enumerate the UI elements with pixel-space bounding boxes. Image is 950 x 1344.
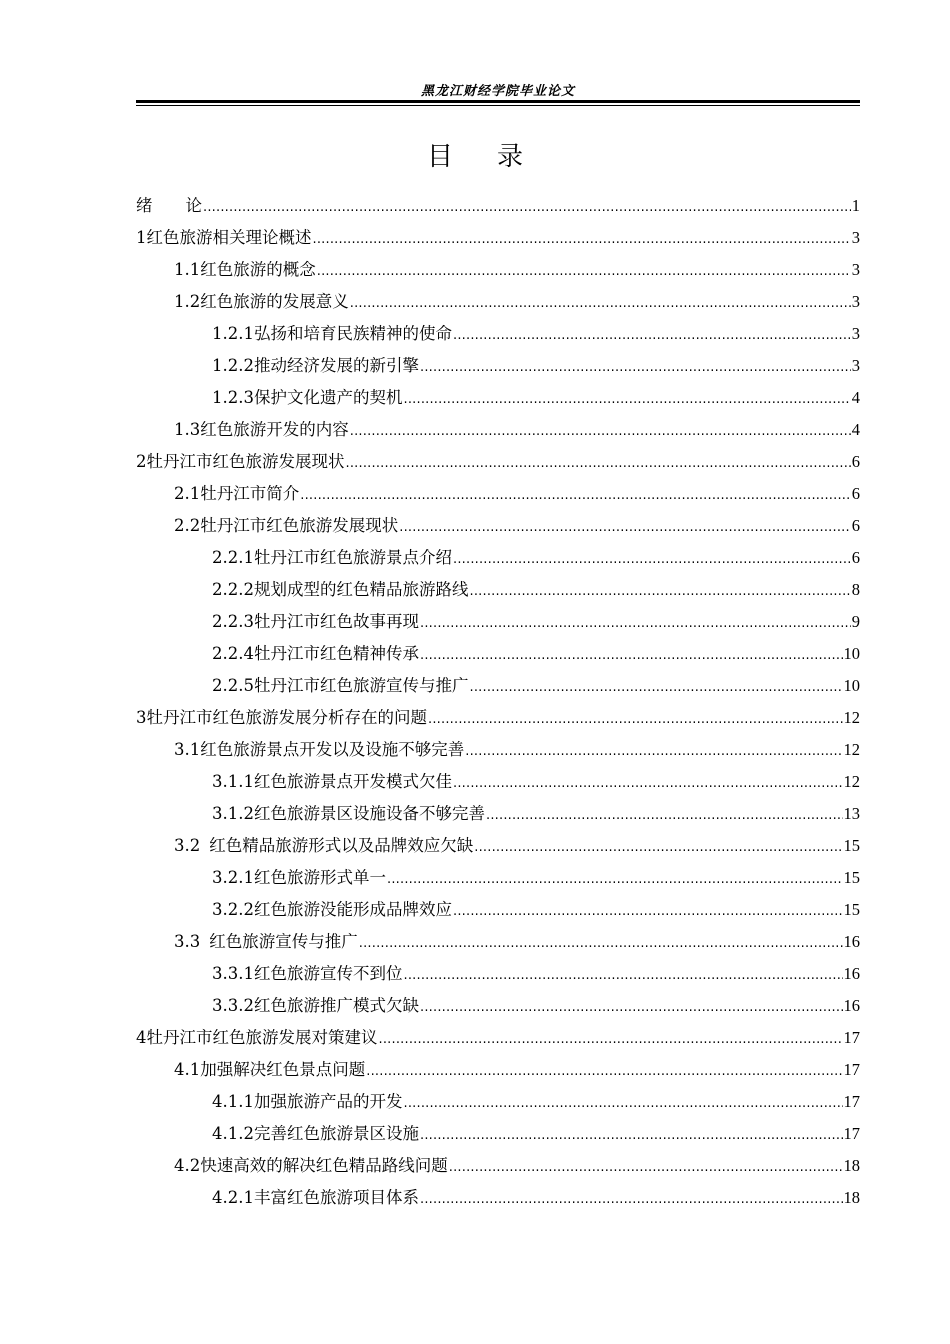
toc-entry[interactable] xyxy=(136,574,860,606)
toc-entry[interactable] xyxy=(136,1054,860,1086)
toc-entry-number: 4.2 xyxy=(174,1156,201,1175)
toc-entry-page: 17 xyxy=(843,1028,860,1047)
toc-entry[interactable] xyxy=(136,862,860,894)
toc-entry[interactable] xyxy=(136,638,860,670)
toc-entry-page: 16 xyxy=(843,996,860,1015)
toc-entry-page: 17 xyxy=(843,1060,860,1079)
toc-entry-page: 6 xyxy=(851,484,860,503)
page-header xyxy=(136,76,860,110)
toc-dot-leader xyxy=(420,1120,843,1152)
toc-dot-leader xyxy=(453,896,843,928)
toc-entry-number: 3.1.2 xyxy=(212,804,254,823)
toc-entry[interactable] xyxy=(136,350,860,382)
toc-entry[interactable] xyxy=(136,606,860,638)
toc-entry[interactable] xyxy=(136,414,860,446)
toc-entry-page: 1 xyxy=(851,196,860,215)
toc-entry[interactable] xyxy=(136,478,860,510)
toc-dot-leader xyxy=(313,224,851,256)
toc-dot-leader xyxy=(350,416,851,448)
toc-entry-number: 3.2.1 xyxy=(212,868,254,887)
toc-entry-label: 弘扬和培育民族精神的使命 xyxy=(253,324,452,343)
toc-entry-page: 17 xyxy=(843,1092,860,1111)
toc-entry-page: 15 xyxy=(843,900,860,919)
toc-entry-page: 3 xyxy=(851,260,860,279)
toc-entry-number: 2.2.4 xyxy=(212,644,254,663)
toc-entry-label: 保护文化遗产的契机 xyxy=(253,388,403,407)
toc-entry-page: 18 xyxy=(843,1188,860,1207)
toc-entry-page: 6 xyxy=(851,548,860,567)
toc-entry-page: 4 xyxy=(851,388,860,407)
toc-dot-leader xyxy=(449,1152,843,1184)
toc-entry-label: 牡丹江市红色故事再现 xyxy=(253,612,419,631)
header-rule-thin xyxy=(136,105,860,106)
toc-entry-number: 3.3.1 xyxy=(212,964,254,983)
toc-dot-leader xyxy=(317,256,851,288)
toc-entry-page: 6 xyxy=(851,516,860,535)
toc-entry-page: 12 xyxy=(843,740,860,759)
toc-entry-label: 红色旅游没能形成品牌效应 xyxy=(253,900,452,919)
toc-entry[interactable] xyxy=(136,958,860,990)
toc-dot-leader xyxy=(350,288,851,320)
toc-entry[interactable] xyxy=(136,222,860,254)
toc-entry-page: 16 xyxy=(843,964,860,983)
toc-entry[interactable] xyxy=(136,446,860,478)
toc-entry-label: 红色旅游相关理论概述 xyxy=(146,228,312,247)
toc-entry-page: 16 xyxy=(843,932,860,951)
toc-entry-number: 1.3 xyxy=(174,420,201,439)
toc-entry[interactable] xyxy=(136,286,860,318)
toc-entry-page: 10 xyxy=(843,644,860,663)
toc-entry[interactable] xyxy=(136,670,860,702)
toc-entry[interactable] xyxy=(136,1022,860,1054)
page-title: 目录 xyxy=(426,142,567,172)
toc-dot-leader xyxy=(453,544,851,576)
toc-dot-leader xyxy=(403,384,850,416)
toc-dot-leader xyxy=(399,512,851,544)
toc-entry-number: 4.1.2 xyxy=(212,1124,254,1143)
toc-entry[interactable] xyxy=(136,190,860,222)
toc-entry-number: 1.2 xyxy=(174,292,201,311)
toc-entry-number: 2.2.5 xyxy=(212,676,254,695)
toc-entry[interactable] xyxy=(136,542,860,574)
toc-dot-leader xyxy=(486,800,843,832)
toc-entry-label: 牡丹江市红色旅游发展现状 xyxy=(200,516,399,535)
toc-entry-label: 牡丹江市红色旅游宣传与推广 xyxy=(253,676,469,695)
toc-entry-label: 红色旅游开发的内容 xyxy=(200,420,349,439)
toc-entry-page: 17 xyxy=(843,1124,860,1143)
toc-entry[interactable] xyxy=(136,1118,860,1150)
toc-entry[interactable] xyxy=(136,702,860,734)
toc-entry-label: 红色旅游景点开发以及设施不够完善 xyxy=(200,740,465,759)
toc-entry[interactable] xyxy=(136,254,860,286)
toc-entry-label: 红色旅游宣传不到位 xyxy=(253,964,403,983)
toc-entry-label: 牡丹江市红色精神传承 xyxy=(253,644,419,663)
header-rule-thick xyxy=(136,100,860,103)
toc-entry-label: 完善红色旅游景区设施 xyxy=(253,1124,419,1143)
toc-entry[interactable] xyxy=(136,798,860,830)
toc-dot-leader xyxy=(465,736,842,768)
toc-entry[interactable] xyxy=(136,1150,860,1182)
toc-entry-number: 1.2.2 xyxy=(212,356,254,375)
toc-entry-label: 红色精品旅游形式以及品牌效应欠缺 xyxy=(209,836,474,855)
toc-entry[interactable] xyxy=(136,382,860,414)
toc-dot-leader xyxy=(403,960,842,992)
toc-entry-page: 9 xyxy=(851,612,860,631)
toc-entry-label: 丰富红色旅游项目体系 xyxy=(253,1188,419,1207)
toc-entry-number: 3 xyxy=(136,708,147,727)
toc-entry-label: 加强解决红色景点问题 xyxy=(200,1060,366,1079)
toc-entry-label: 红色旅游的发展意义 xyxy=(200,292,349,311)
toc-entry-number: 2.2.3 xyxy=(212,612,254,631)
toc-entry-page: 18 xyxy=(843,1156,860,1175)
toc-entry[interactable] xyxy=(136,830,860,862)
toc-entry-page: 4 xyxy=(851,420,860,439)
toc-entry-page: 8 xyxy=(851,580,860,599)
toc-entry-number: 2.2.2 xyxy=(212,580,254,599)
toc-entry-number: 1.2.3 xyxy=(212,388,254,407)
toc-entry-page: 12 xyxy=(843,772,860,791)
toc-dot-leader xyxy=(203,192,851,224)
toc-entry-page: 15 xyxy=(843,836,860,855)
toc-entry-page: 12 xyxy=(843,708,860,727)
toc-entry-page: 3 xyxy=(851,292,860,311)
toc-entry-label: 绪 论 xyxy=(136,196,202,215)
toc-dot-leader xyxy=(420,1184,843,1216)
toc-entry[interactable] xyxy=(136,926,860,958)
toc-dot-leader xyxy=(453,320,851,352)
toc-entry-page: 6 xyxy=(851,452,860,471)
toc-dot-leader xyxy=(420,608,851,640)
toc-dot-leader xyxy=(379,1024,843,1056)
toc-entry[interactable] xyxy=(136,894,860,926)
table-of-contents xyxy=(136,190,860,1214)
toc-dot-leader xyxy=(474,832,842,864)
toc-entry-label: 红色旅游宣传与推广 xyxy=(209,932,358,951)
toc-dot-leader xyxy=(420,992,843,1024)
toc-dot-leader xyxy=(469,672,842,704)
toc-entry-number: 1.1 xyxy=(174,260,201,279)
toc-entry-number: 2.2 xyxy=(174,516,201,535)
toc-entry-number: 4.1 xyxy=(174,1060,201,1079)
toc-entry[interactable] xyxy=(136,734,860,766)
toc-entry[interactable] xyxy=(136,318,860,350)
toc-entry-page: 3 xyxy=(851,324,860,343)
toc-entry-number: 3.1.1 xyxy=(212,772,254,791)
toc-dot-leader xyxy=(366,1056,842,1088)
toc-entry-label: 红色旅游景点开发模式欠佳 xyxy=(253,772,452,791)
toc-entry[interactable] xyxy=(136,1182,860,1214)
toc-entry-label: 推动经济发展的新引擎 xyxy=(253,356,419,375)
toc-dot-leader xyxy=(420,352,851,384)
toc-entry-label: 加强旅游产品的开发 xyxy=(253,1092,403,1111)
toc-entry-number: 3.2 xyxy=(174,836,201,855)
toc-entry[interactable] xyxy=(136,510,860,542)
toc-entry[interactable] xyxy=(136,990,860,1022)
toc-entry-number: 1.2.1 xyxy=(212,324,254,343)
toc-dot-leader xyxy=(346,448,851,480)
toc-entry[interactable] xyxy=(136,1086,860,1118)
header-title: 黑龙江财经学院毕业论文 xyxy=(420,84,575,99)
toc-entry-page: 13 xyxy=(843,804,860,823)
toc-entry-label: 红色旅游的概念 xyxy=(200,260,316,279)
toc-entry-page: 10 xyxy=(843,676,860,695)
toc-entry-number: 4.1.1 xyxy=(212,1092,254,1111)
toc-dot-leader xyxy=(428,704,843,736)
toc-entry-number: 2 xyxy=(136,452,147,471)
toc-dot-leader xyxy=(420,640,843,672)
toc-dot-leader xyxy=(359,928,843,960)
toc-dot-leader xyxy=(387,864,843,896)
toc-entry[interactable] xyxy=(136,766,860,798)
toc-entry-label: 红色旅游景区设施设备不够完善 xyxy=(253,804,485,823)
toc-entry-label: 快速高效的解决红色精品路线问题 xyxy=(200,1156,448,1175)
toc-entry-number: 4.2.1 xyxy=(212,1188,254,1207)
toc-entry-number: 3.3 xyxy=(174,932,201,951)
toc-dot-leader xyxy=(403,1088,842,1120)
toc-entry-page: 15 xyxy=(843,868,860,887)
toc-entry-number: 3.2.2 xyxy=(212,900,254,919)
toc-entry-number: 4 xyxy=(136,1028,147,1047)
toc-entry-number: 2.2.1 xyxy=(212,548,254,567)
toc-entry-label: 牡丹江市简介 xyxy=(200,484,300,503)
toc-entry-label: 牡丹江市红色旅游发展分析存在的问题 xyxy=(146,708,427,727)
toc-entry-page: 3 xyxy=(851,228,860,247)
toc-entry-label: 红色旅游推广模式欠缺 xyxy=(253,996,419,1015)
toc-entry-label: 红色旅游形式单一 xyxy=(253,868,386,887)
toc-entry-number: 1 xyxy=(136,228,147,247)
toc-entry-label: 牡丹江市红色旅游景点介绍 xyxy=(253,548,452,567)
toc-dot-leader xyxy=(469,576,850,608)
toc-entry-label: 规划成型的红色精品旅游路线 xyxy=(253,580,469,599)
toc-dot-leader xyxy=(453,768,843,800)
toc-entry-label: 牡丹江市红色旅游发展对策建议 xyxy=(146,1028,378,1047)
toc-dot-leader xyxy=(300,480,851,512)
toc-entry-label: 牡丹江市红色旅游发展现状 xyxy=(146,452,345,471)
toc-entry-number: 3.3.2 xyxy=(212,996,254,1015)
toc-entry-number: 3.1 xyxy=(174,740,201,759)
toc-entry-number: 2.1 xyxy=(174,484,201,503)
toc-entry-page: 3 xyxy=(851,356,860,375)
